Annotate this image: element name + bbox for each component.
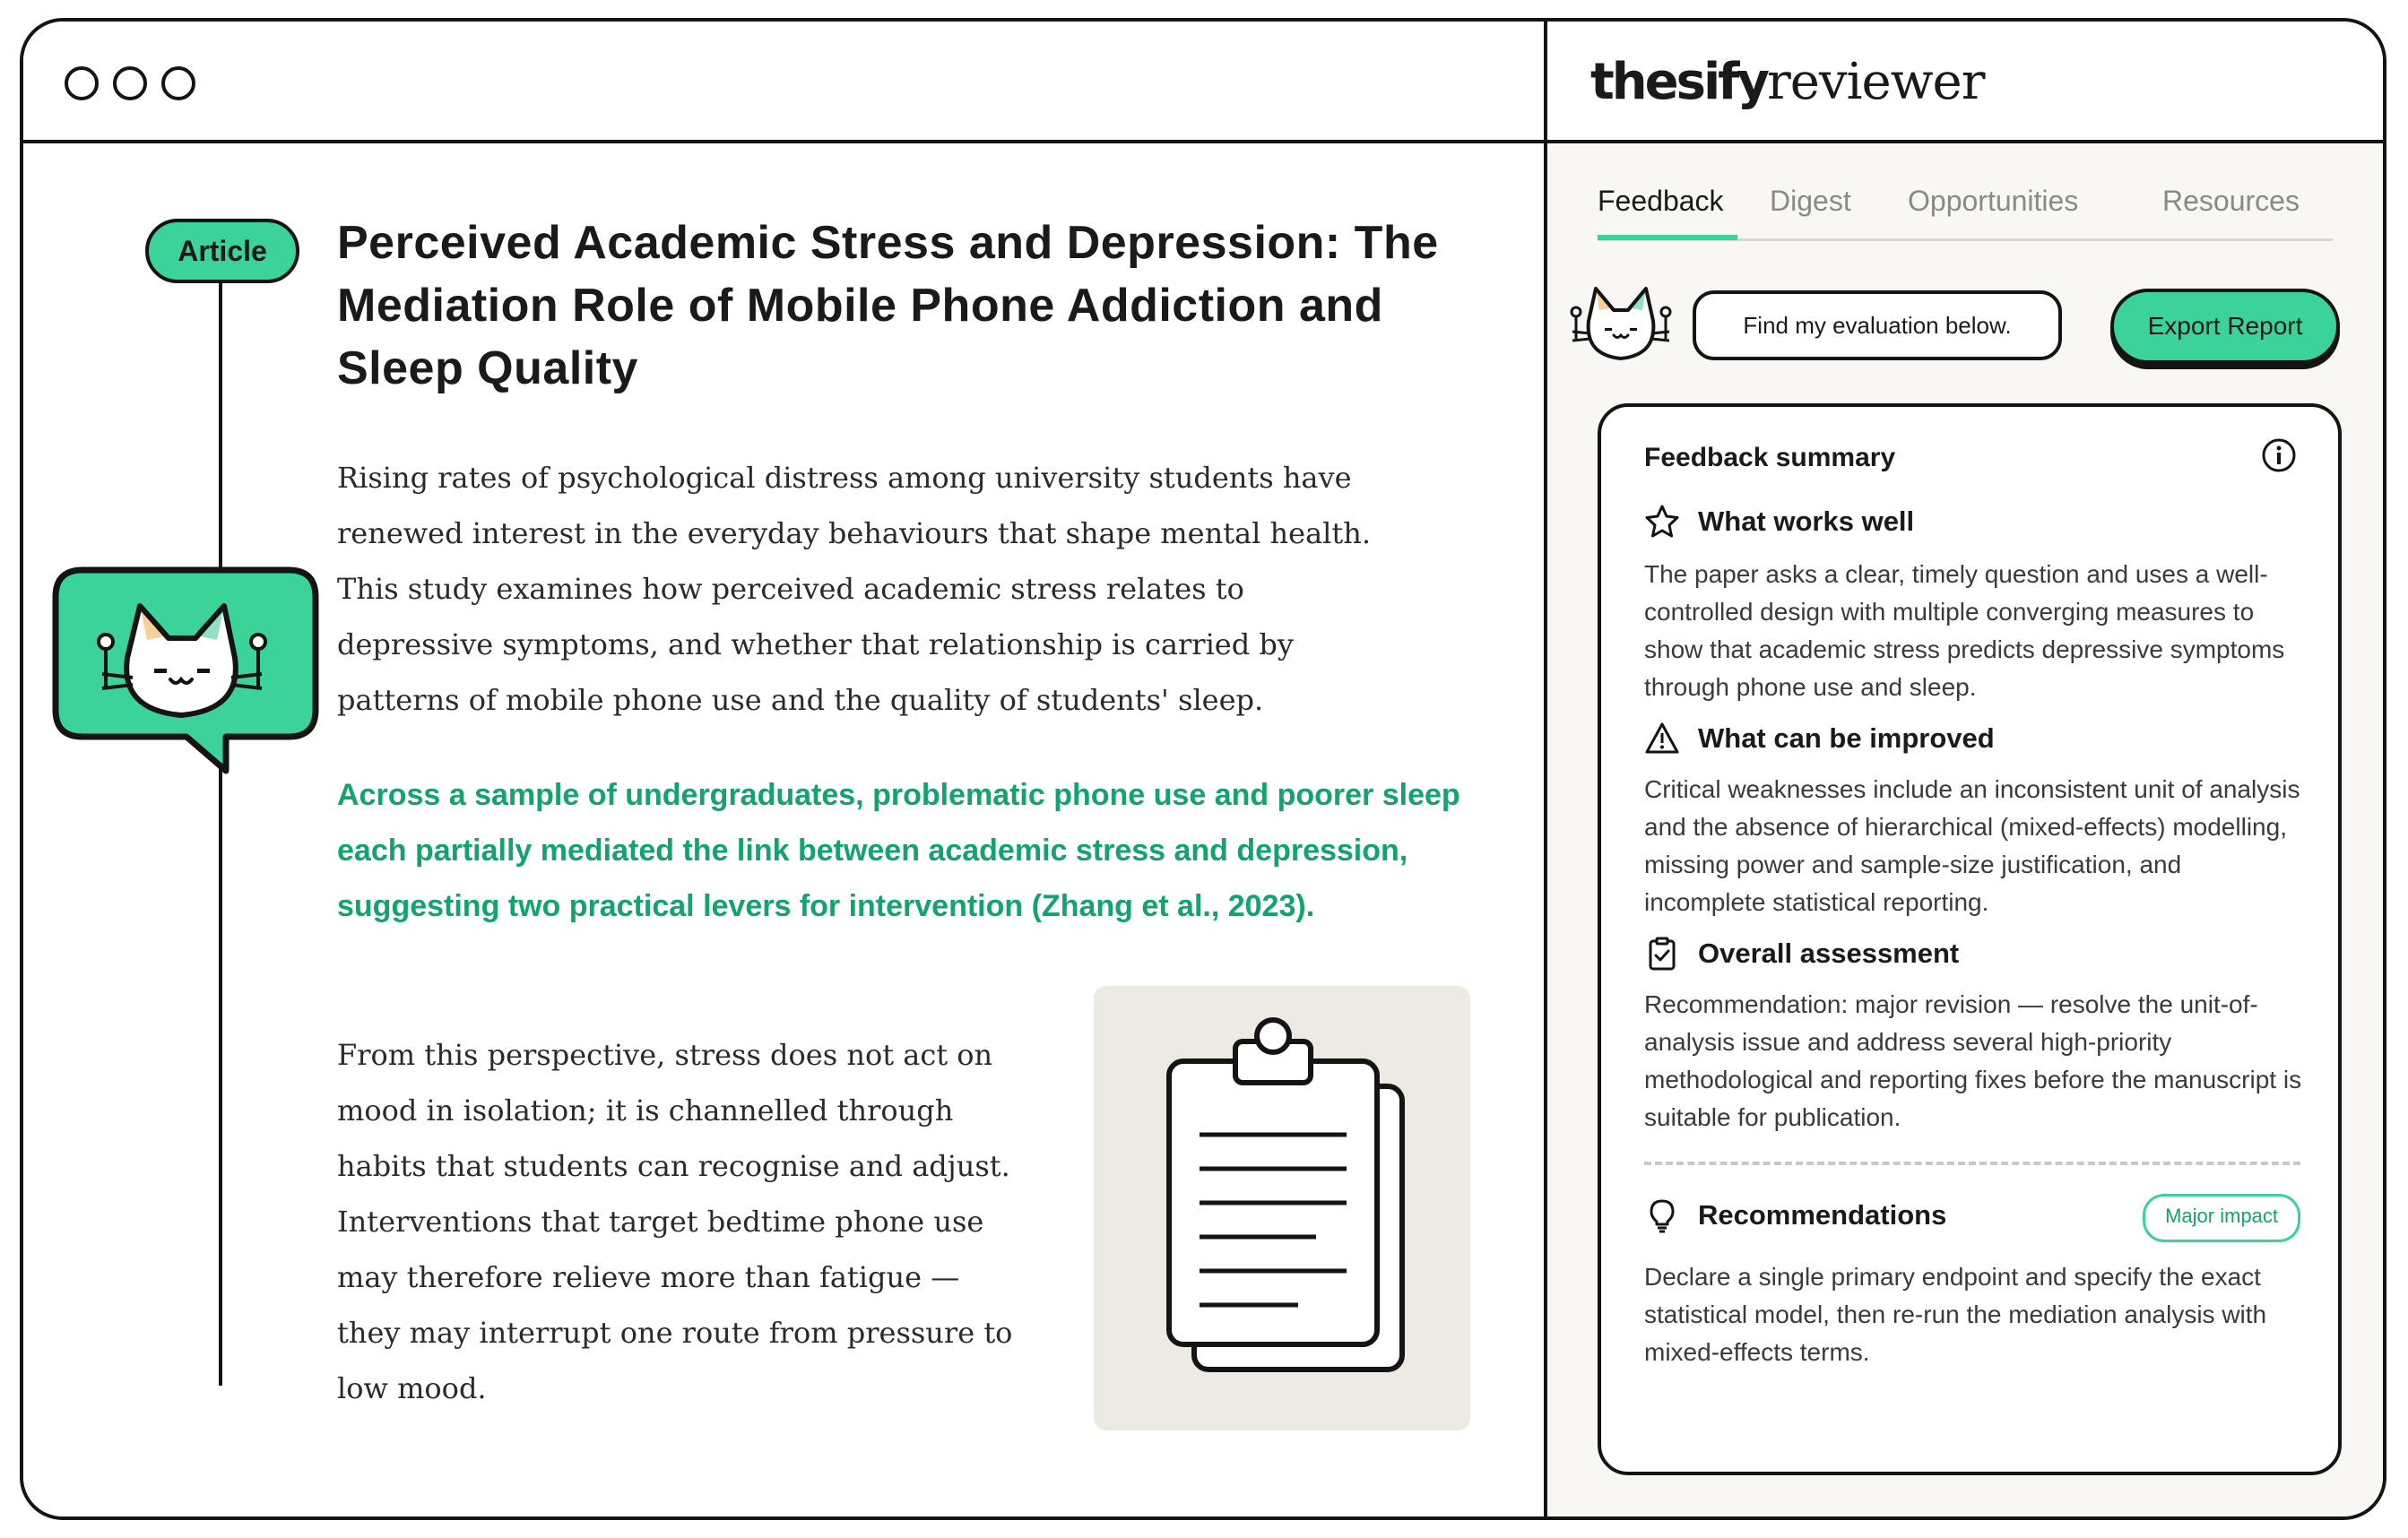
section-divider [1644,1162,2300,1165]
improve-heading [1644,721,1995,756]
improve-text: Critical weaknesses include an inconsistent unit of analysis and the absence of hierarchical (mixed-effects) modelling, missing power and sample-size justification, and incomplete statistical reporting. [1644,775,2300,916]
warning-icon [1644,721,1680,756]
article-body: From this perspective, stress does not act on mood in isolation; it is channelled through habits that students can recognise and adjust. Interventions that target bedtime phone use may therefore relieve more than fatigue — they may interrupt one route from pressure to low mood. [337,1038,1013,1405]
clipboard-check-icon [1644,936,1680,972]
works-well-label: What works well [1698,505,1915,537]
article-tag: Article [145,219,299,283]
article-pane [23,22,1544,1516]
window-close-button[interactable] [65,66,99,100]
active-tab-indicator [1598,235,1737,240]
assistant-message: Find my evaluation below. [1693,290,2062,360]
feedback-summary-title: Feedback summary [1644,443,1896,472]
window-maximize-button[interactable] [161,66,195,100]
reviewer-header [1547,22,2383,143]
clipboard-illustration [1094,986,1470,1430]
works-well-text: The paper asks a clear, timely question and uses a well-controlled design with multiple converging measures to show that academic stress predicts depressive symptoms through phone use and sleep. [1644,560,2285,701]
tab-feedback[interactable]: Feedback [1598,185,1724,217]
assessment-heading [1644,936,1959,972]
assessment-label: Overall assessment [1698,937,1960,969]
tab-digest[interactable]: Digest [1770,185,1851,217]
lightbulb-icon [1644,1197,1680,1233]
tab-opportunities[interactable]: Opportunities [1908,185,2079,217]
clipboard-icon [1094,986,1470,1430]
improve-label: What can be improved [1698,722,1995,754]
reviewer-panel [1547,22,2383,1516]
works-well-heading [1644,504,1914,540]
cat-icon [1565,274,1676,373]
brand-logo [1590,52,1984,111]
tab-bar [1598,185,2333,241]
cat-assistant-icon [47,566,333,799]
export-report-button[interactable]: Export Report [2110,289,2340,364]
app-window [20,18,2386,1520]
window-minimize-button[interactable] [113,66,147,100]
article-timeline [219,246,222,1386]
recommendations-label: Recommendations [1698,1199,1947,1231]
impact-badge: Major impact [2143,1194,2300,1242]
feedback-summary-card [1598,403,2342,1475]
assessment-text: Recommendation: major revision — resolve the unit-of-analysis issue and address several high-priority methodological and reporting fixes before the manuscript is suitable for publication. [1644,990,2302,1131]
window-titlebar [23,22,1544,143]
article-highlight[interactable]: Across a sample of undergraduates, problematic phone use and poorer sleep each partially mediated the link between academic stress and depression, suggesting two practical levers for intervention (Zhang et al., 2023). [337,778,1460,923]
info-icon[interactable] [2261,437,2297,473]
article-title: Perceived Academic Stress and Depression: The Mediation Role of Mobile Phone Addiction and Sleep Quality [337,217,1439,394]
brand-name-bold: thesify [1590,53,1768,111]
star-icon [1644,504,1680,540]
recommendations-heading [1644,1197,1946,1233]
tab-resources[interactable]: Resources [2162,185,2300,217]
recommendations-text: Declare a single primary endpoint and specify the exact statistical model, then re-run the mediation analysis with mixed-effects terms. [1644,1263,2267,1366]
brand-name-light: reviewer [1767,53,1985,111]
article-abstract: Rising rates of psychological distress among university students have renewed interest in the everyday behaviours that shape mental health. This study examines how perceived academic stress relates to depressive symptoms, and whether that relationship is carried by patterns of mobile phone use and the quality of students' sleep. [337,461,1372,717]
